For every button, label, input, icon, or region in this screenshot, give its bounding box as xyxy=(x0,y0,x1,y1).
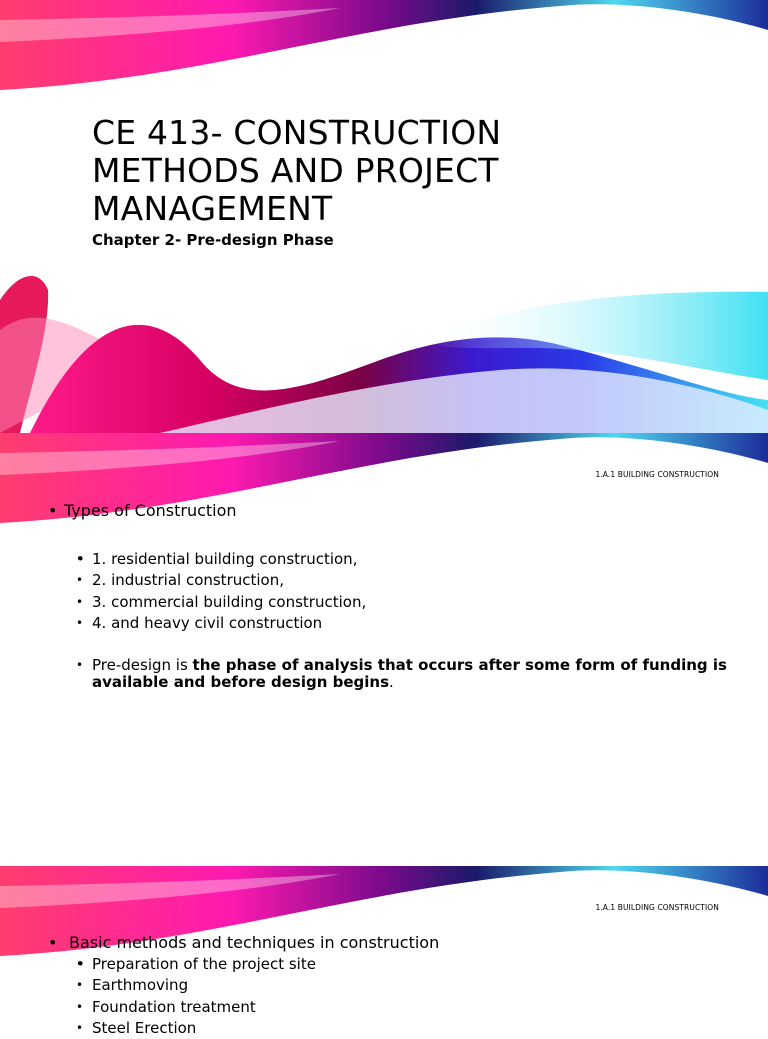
title-line: CE 413- CONSTRUCTION xyxy=(92,113,502,152)
main-bullet: • Basic methods and techniques in construction xyxy=(48,933,439,952)
title-line: METHODS AND PROJECT xyxy=(92,151,499,190)
list-item: • 3. commercial building construction, xyxy=(76,592,366,613)
predesign-definition xyxy=(76,657,732,691)
list-item: • Earthmoving xyxy=(76,975,316,996)
slide-title-heading xyxy=(92,114,501,228)
slide-types-of-construction xyxy=(0,433,768,866)
list-item: • • 1. residential building construction, xyxy=(76,549,366,570)
main-bullet: • Types of Construction xyxy=(48,501,237,520)
section-tag: 1.A.1 BUILDING CONSTRUCTION xyxy=(595,470,719,479)
predesign-bold-text: the phase of analysis that occurs after some form of funding is available and before design begins xyxy=(92,656,727,691)
predesign-suffix: . xyxy=(389,673,394,691)
methods-list xyxy=(76,954,316,1039)
list-item: • Foundation treatment xyxy=(76,997,316,1018)
list-item: • • Preparation of the project site xyxy=(76,954,316,975)
list-item: • 2. industrial construction, xyxy=(76,570,366,591)
title-line: MANAGEMENT xyxy=(92,189,333,228)
slide-basic-methods xyxy=(0,866,768,1037)
slide-subtitle: Chapter 2- Pre-design Phase xyxy=(92,231,334,249)
predesign-prefix: Pre-design is xyxy=(92,656,193,674)
construction-types-list xyxy=(76,549,366,634)
list-item: • Steel Erection xyxy=(76,1018,316,1039)
slide-title xyxy=(0,0,768,433)
section-tag: 1.A.1 BUILDING CONSTRUCTION xyxy=(595,903,719,912)
list-item: • 4. and heavy civil construction xyxy=(76,613,366,634)
